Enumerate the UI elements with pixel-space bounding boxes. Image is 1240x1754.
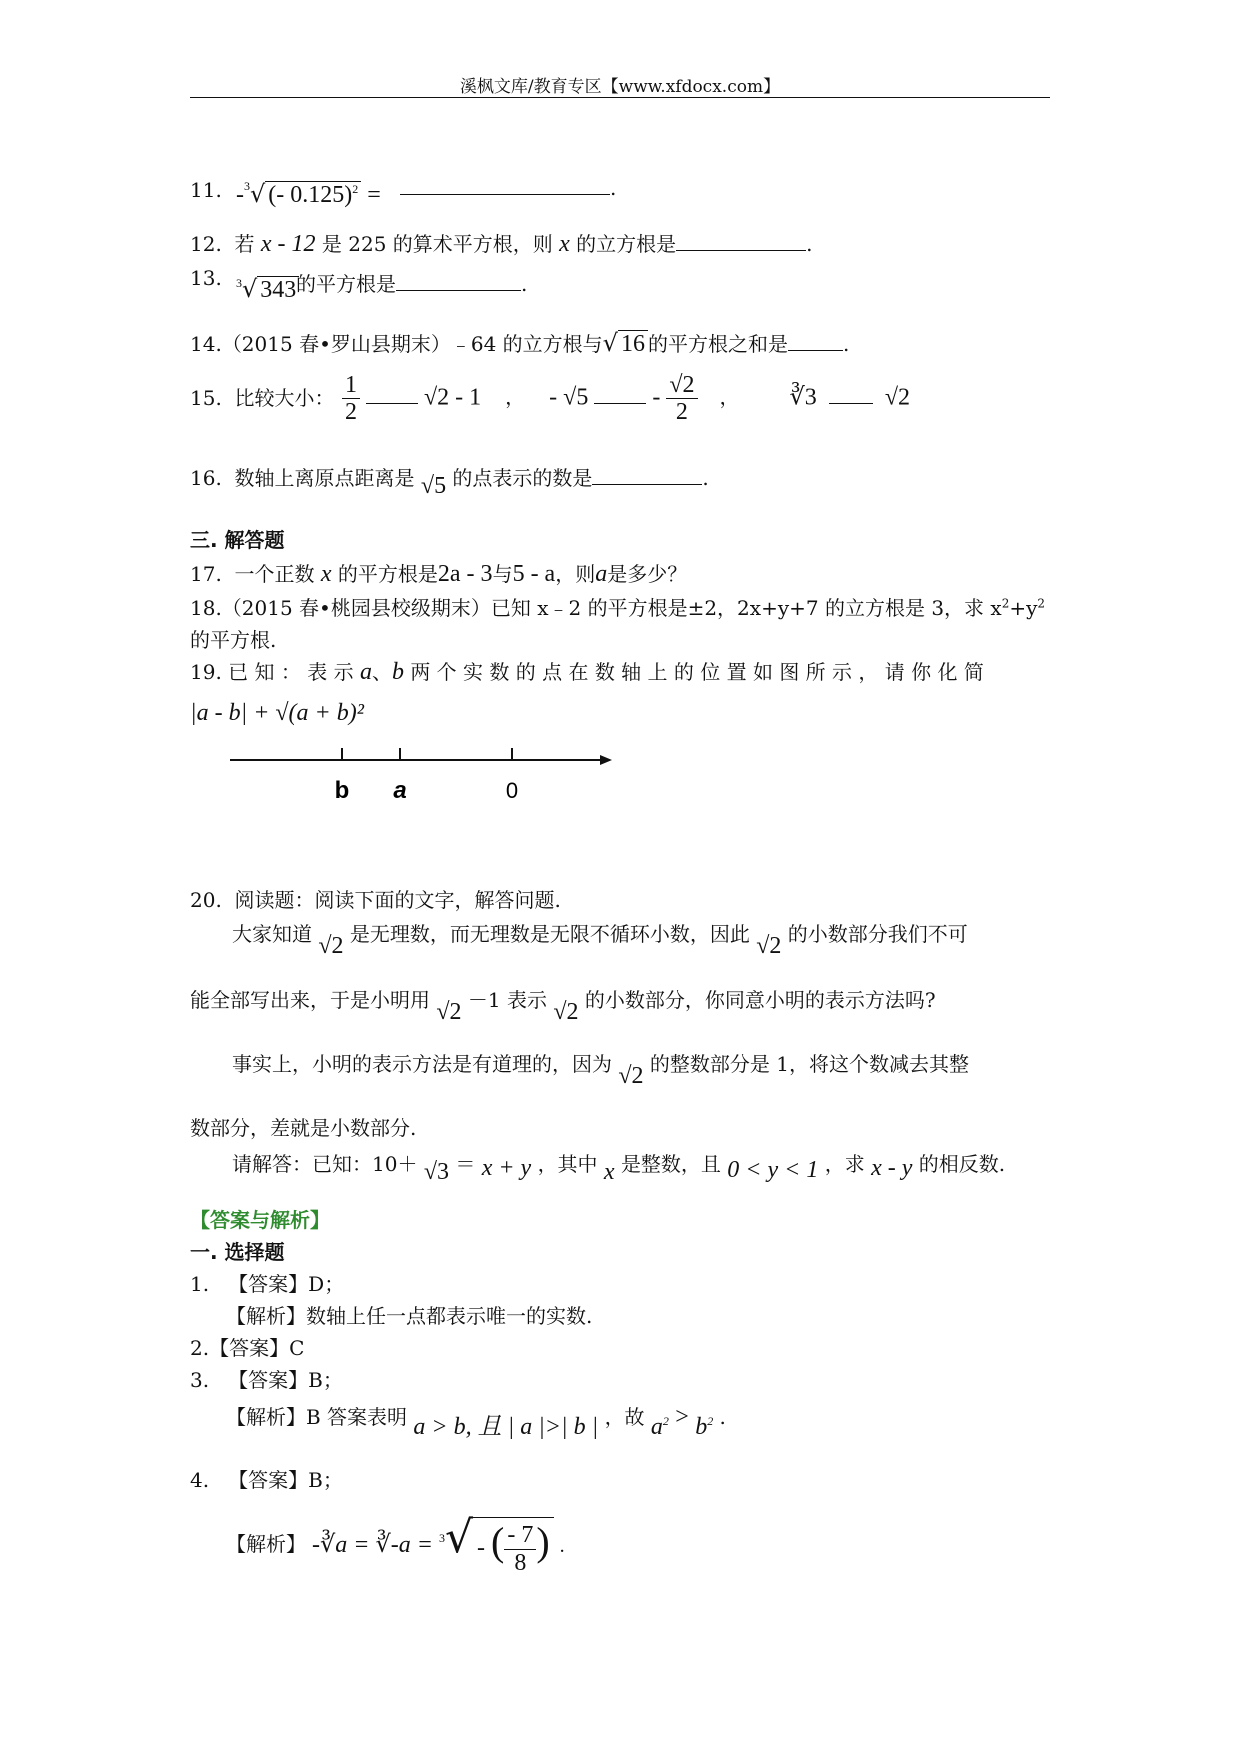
q13-text: 的平方根是 . xyxy=(296,272,528,296)
q15-line: 15. 比较大小： xyxy=(190,386,335,410)
answer-3-explain: 【解析】B 答案表明 a > b, 且 | a |>| b | ，故 $a^2 > b^2$ . xyxy=(226,1404,726,1440)
q12-line: 12. 若 x - 12 是 225 的算术平方根，则 x 的立方根是 . xyxy=(190,231,813,257)
answer-1-explain: 【解析】数轴上任一点都表示唯一的实数. xyxy=(226,1304,593,1328)
q11-answer-line: . xyxy=(400,176,616,200)
q13-number: 13. xyxy=(190,266,222,290)
q20-para5: 请解答：已知：10＋ √3 ＝ x + y ，其中 x 是整数，且 0 < y < 1 ，求 x - y 的相反数. xyxy=(232,1152,1006,1185)
q13-expression: $^3$√ 343 xyxy=(236,275,299,304)
answer-4: 4. 【答案】B； xyxy=(190,1468,343,1492)
q11-expression: -$^3$√ (- 0.125)$^2$ = xyxy=(236,179,381,208)
answer-4-explain: 【解析】 xyxy=(226,1532,306,1556)
q16-line: 16. 数轴上离原点距离是 √5 的点表示的数是 . xyxy=(190,466,709,499)
answers-title: 【答案与解析】 xyxy=(190,1208,330,1232)
header-rule xyxy=(190,97,1050,98)
q20-intro: 20. 阅读题：阅读下面的文字，解答问题. xyxy=(190,888,561,912)
section-3-title: 三. 解答题 xyxy=(190,528,285,552)
q20-para3: 事实上，小明的表示方法是有道理的，因为 √2 的整数部分是 1，将这个数减去其整 xyxy=(232,1052,969,1089)
page-header: 溪枫文库/教育专区【www.xfdocx.com】 xyxy=(459,77,781,97)
q19-expression: |a - b| + √(a + b)² xyxy=(190,700,364,726)
answer-1: 1. 【答案】D； xyxy=(190,1272,345,1296)
q18-line1: 18.（2015 春•桃园县校级期末）已知 x﹣2 的平方根是±2，2x+y+7 的立方根是 3，求 $x^2+y^2$ xyxy=(190,596,1046,620)
q20-para4: 数部分，差就是小数部分. xyxy=(190,1116,417,1140)
q18-line2: 的平方根. xyxy=(190,628,277,652)
label-b: b xyxy=(334,777,350,804)
q14-line: 14.（2015 春•罗山县期末）﹣64 的立方根与√ 16 的平方根之和是 . xyxy=(190,329,850,357)
q19-line1: 19. 已 知 ： 表 示 a、b 两 个 实 数 的 点 在 数 轴 上 的 位 置 如 图 所 示 ， 请 你 化 简 xyxy=(190,659,984,685)
number-line xyxy=(220,738,620,808)
q17-line: 17. 一个正数 x 的平方根是2a - 3与5 - a，则a是多少？ xyxy=(190,561,688,587)
answer-2: 2.【答案】C xyxy=(190,1336,305,1360)
answer-4-math: -∛a = ∛-a = $^3$√ - ( $\frac{- 7}{8}$ ) . xyxy=(312,1512,565,1576)
q20-para2: 能全部写出来，于是小明用 √2 －1 表示 √2 的小数部分，你同意小明的表示方法吗? xyxy=(190,988,936,1025)
q15-expression: $\frac{1}{2}$ √2 - 1 ， - √5 - $\frac{√2}{2}$ ， ∛3 √2 xyxy=(342,372,910,426)
number-line-arrow xyxy=(600,755,612,765)
label-a: a xyxy=(393,777,407,804)
answer-3: 3. 【答案】B； xyxy=(190,1368,343,1392)
q20-para1: 大家知道 √2 是无理数，而无理数是无限不循环小数，因此 √2 的小数部分我们不可 xyxy=(232,922,968,959)
answers-section-1: 一. 选择题 xyxy=(190,1240,285,1264)
label-0: 0 xyxy=(505,778,519,803)
q11-number: 11. xyxy=(190,178,222,202)
